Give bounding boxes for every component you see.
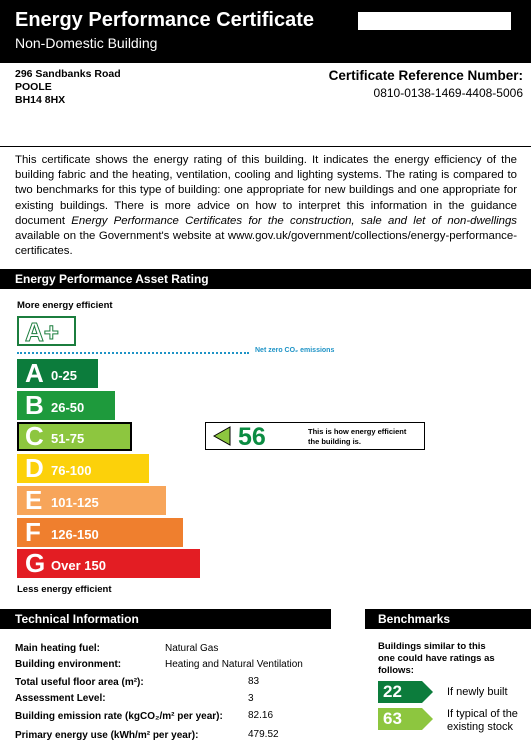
band-g-letter: G — [25, 548, 46, 578]
reference-placeholder-box — [358, 12, 511, 30]
address-line-3: BH14 8HX — [15, 94, 66, 106]
tech-row-floor-area — [15, 677, 144, 688]
benchmark-existing-stock-label-line-1: If typical of the — [447, 708, 518, 720]
band-b-letter: B — [25, 390, 44, 420]
tech-row-emission-rate — [15, 711, 223, 722]
intro-text-a: This certificate shows the energy rating of this building. It indicates the energy efficiency of the building fabric and the heating, ventilation, cooling and lighting systems. The rating is compared to two benchmarks for this type of building: one appropriate for new buildings and one appropriate for existing buildings. There is more advice on how to interpret this information in the guidance document — [15, 154, 517, 227]
band-a-range: 0-25 — [51, 368, 78, 383]
certificate-reference-label: Certificate Reference Number: — [328, 68, 523, 83]
intro-text-b: available on the Government's website at www.gov.uk/government/collections/energy-performance-certificates. — [15, 230, 517, 258]
tech-label: Total useful floor area (m²): — [15, 677, 144, 688]
band-aplus — [17, 316, 76, 346]
tech-row-heating-fuel — [15, 643, 100, 654]
tech-value: Heating and Natural Ventilation — [165, 659, 303, 670]
benchmarks-header: Benchmarks — [365, 609, 531, 629]
tech-value: 479.52 — [248, 729, 279, 740]
current-rating-note-line-1: This is how energy efficient — [308, 427, 407, 436]
band-e-range: 101-125 — [51, 495, 99, 510]
netzero-dotted-line — [17, 352, 249, 354]
benchmark-existing-stock-label-line-2: existing stock — [447, 721, 514, 733]
band-f — [17, 518, 183, 547]
page-title: Energy Performance Certificate — [15, 9, 315, 31]
band-f-range: 126-150 — [51, 527, 99, 542]
benchmarks-intro-line-3: follows: — [378, 665, 414, 676]
band-b-range: 26-50 — [51, 400, 85, 415]
band-c — [17, 422, 132, 451]
less-efficient-label: Less energy efficient — [17, 584, 112, 595]
header-banner — [0, 0, 531, 63]
benchmarks-intro — [378, 641, 495, 677]
divider — [0, 146, 531, 147]
band-b — [17, 391, 115, 420]
current-rating-indicator — [205, 422, 425, 450]
intro-paragraph — [15, 153, 517, 259]
current-rating-note-line-2: the building is. — [308, 437, 361, 446]
benchmarks-intro-line-1: Buildings similar to this — [378, 641, 486, 652]
page-subtitle: Non-Domestic Building — [15, 35, 158, 51]
band-a-letter: A — [25, 358, 44, 388]
band-c-range: 51-75 — [51, 431, 85, 446]
band-a — [17, 359, 98, 388]
band-e-letter: E — [25, 485, 43, 515]
address-line-2: POOLE — [15, 81, 52, 93]
band-d — [17, 454, 149, 483]
tech-value: 83 — [248, 676, 260, 687]
asset-rating-header: Energy Performance Asset Rating — [0, 269, 531, 289]
benchmark-existing-stock-label — [447, 708, 518, 734]
address-line-1: 296 Sandbanks Road — [15, 68, 121, 80]
benchmark-existing-stock — [378, 708, 434, 730]
band-d-range: 76-100 — [51, 463, 92, 478]
band-d-letter: D — [25, 453, 44, 483]
tech-row-assessment-level — [15, 693, 106, 704]
tech-label: Building emission rate (kgCO₂/m² per year): — [15, 711, 223, 722]
tech-value: 3 — [248, 693, 254, 704]
tech-label: Main heating fuel: — [15, 643, 100, 654]
certificate-reference-number: 0810-0138-1469-4408-5006 — [373, 86, 523, 100]
tech-label: Building environment: — [15, 659, 122, 670]
tech-value: Natural Gas — [165, 643, 219, 654]
current-rating-value: 56 — [238, 423, 266, 451]
band-c-letter: C — [25, 421, 44, 451]
current-rating-note — [308, 427, 406, 447]
band-g — [17, 549, 200, 578]
tech-row-environment — [15, 659, 121, 670]
tech-label: Assessment Level: — [15, 693, 106, 704]
band-g-range: Over 150 — [51, 558, 106, 573]
benchmarks-intro-line-2: one could have ratings as — [378, 653, 495, 664]
band-f-letter: F — [25, 517, 41, 547]
benchmark-existing-stock-value: 63 — [383, 709, 402, 728]
band-aplus-letter: A+ — [25, 317, 59, 347]
benchmark-new-build-label: If newly built — [447, 686, 508, 698]
more-efficient-label: More energy efficient — [17, 300, 113, 311]
technical-info-header: Technical Information — [0, 609, 331, 629]
band-e — [17, 486, 166, 515]
tech-value: 82.16 — [248, 710, 274, 721]
property-address — [15, 68, 121, 107]
tech-label: Primary energy use (kWh/m² per year): — [15, 730, 199, 741]
rating-pointer-icon — [212, 426, 232, 446]
tech-row-primary-energy — [15, 730, 198, 741]
benchmark-new-build-value: 22 — [383, 682, 402, 701]
netzero-label: Net zero CO₂ emissions — [255, 347, 335, 354]
guidance-document-title: Energy Performance Certificates for the construction, sale and let of non-dwellings — [71, 214, 517, 227]
benchmark-new-build — [378, 681, 434, 703]
